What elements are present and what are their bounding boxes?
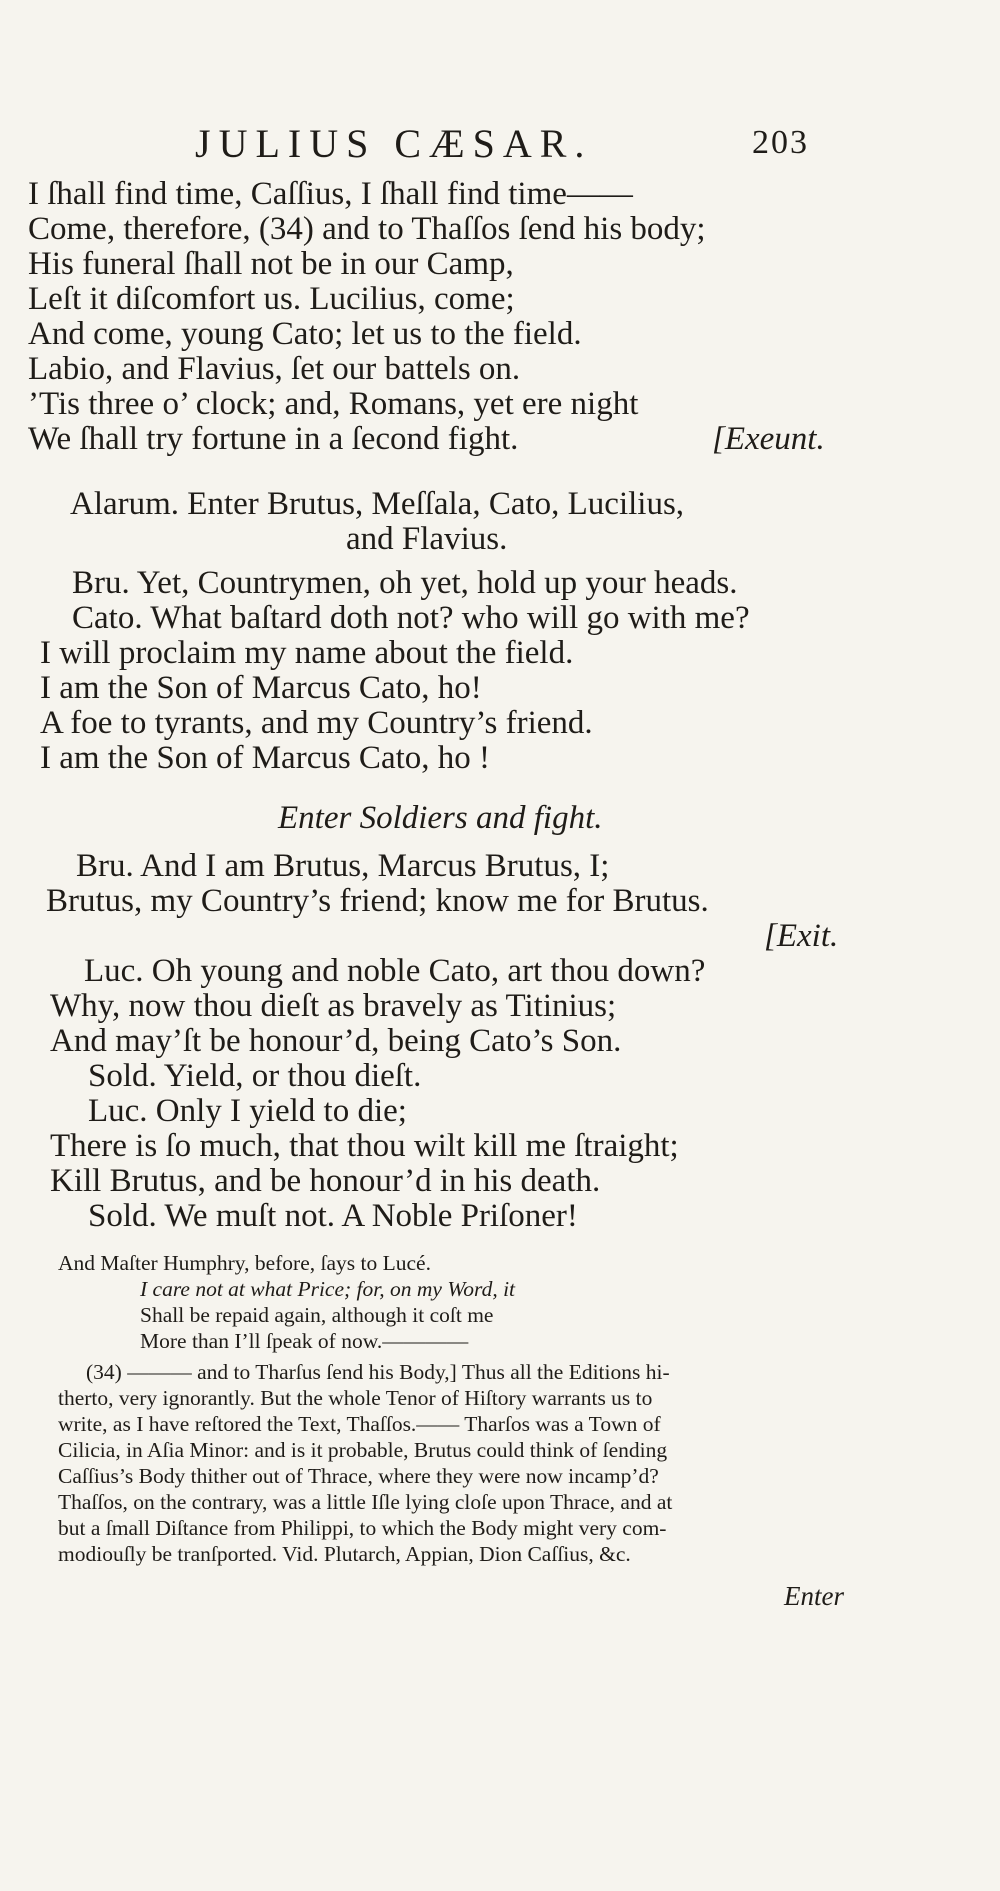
stage-direction-exeunt: [Exeunt. <box>712 421 825 457</box>
verse-line: ’Tis three o’ clock; and, Romans, yet ere night <box>28 386 639 422</box>
verse-line: Why, now thou dieſt as bravely as Titinius; <box>50 988 617 1024</box>
verse-line: Bru. And I am Brutus, Marcus Brutus, I; <box>76 848 610 884</box>
verse-line: I ſhall find time, Caſſius, I ſhall find time—— <box>28 176 633 212</box>
verse-line: Sold. Yield, or thou dieſt. <box>88 1058 422 1094</box>
verse-line: Come, therefore, (34) and to Thaſſos ſend his body; <box>28 211 706 247</box>
footnote-line: And Maſter Humphry, before, ſays to Lucé. <box>58 1251 431 1275</box>
footnote-line: modiouſly be tranſported. Vid. Plutarch, Appian, Dion Caſſius, &c. <box>58 1542 631 1566</box>
running-title: JULIUS CÆSAR. <box>195 121 593 166</box>
footnote-line: write, as I have reſtored the Text, Thaſſos.—— Tharſos was a Town of <box>58 1412 661 1436</box>
footnote-line: Caſſius’s Body thither out of Thrace, where they were now incamp’d? <box>58 1464 659 1488</box>
verse-line: Leſt it diſcomfort us. Lucilius, come; <box>28 281 515 317</box>
footnote-line: Shall be repaid again, although it coſt me <box>140 1303 494 1327</box>
footnote-line: Cilicia, in Aſia Minor: and is it probable, Brutus could think of ſending <box>58 1438 668 1462</box>
verse-line: And may’ſt be honour’d, being Cato’s Son. <box>50 1023 622 1059</box>
stage-direction-exit: [Exit. <box>764 918 839 954</box>
verse-line: There is ſo much, that thou wilt kill me ſtraight; <box>50 1128 679 1164</box>
verse-line: And come, young Cato; let us to the field. <box>28 316 582 352</box>
verse-line: His funeral ſhall not be in our Camp, <box>28 246 514 282</box>
verse-line: I will proclaim my name about the field. <box>40 635 574 671</box>
stage-direction-soldiers: Enter Soldiers and fight. <box>278 800 603 836</box>
footnote-line: therto, very ignorantly. But the whole Tenor of Hiſtory warrants us to <box>58 1386 653 1410</box>
footnote-line: (34) ——— and to Tharſus ſend his Body,] Thus all the Editions hi- <box>86 1360 670 1384</box>
verse-line: Cato. What baſtard doth not? who will go with me? <box>72 600 750 636</box>
verse-line: I am the Son of Marcus Cato, ho! <box>40 670 482 706</box>
footnote-line: More than I’ll ſpeak of now.———— <box>140 1329 469 1353</box>
verse-line: Luc. Only I yield to die; <box>88 1093 407 1129</box>
stage-direction-alarum: Alarum. Enter Brutus, Meſſala, Cato, Lucilius, <box>70 486 685 522</box>
verse-line: Sold. We muſt not. A Noble Priſoner! <box>88 1198 578 1234</box>
verse-line: We ſhall try fortune in a ſecond fight. <box>28 421 519 457</box>
verse-line: Brutus, my Country’s friend; know me for Brutus. <box>46 883 709 919</box>
verse-line: Labio, and Flavius, ſet our battels on. <box>28 351 521 387</box>
footnote-line: I care not at what Price; for, on my Word, it <box>140 1277 516 1301</box>
verse-line: I am the Son of Marcus Cato, ho ! <box>40 740 490 776</box>
stage-direction-alarum-cont: and Flavius. <box>346 521 508 557</box>
footnote-line: but a ſmall Diſtance from Philippi, to which the Body might very com- <box>58 1516 667 1540</box>
footnote-line: Thaſſos, on the contrary, was a little Iſle lying cloſe upon Thrace, and at <box>58 1490 673 1514</box>
catchword: Enter <box>784 1581 844 1611</box>
verse-line: Bru. Yet, Countrymen, oh yet, hold up your heads. <box>72 565 738 601</box>
page-number: 203 <box>752 124 809 161</box>
verse-line: Kill Brutus, and be honour’d in his death. <box>50 1163 601 1199</box>
verse-line: A foe to tyrants, and my Country’s friend. <box>40 705 593 741</box>
verse-line: Luc. Oh young and noble Cato, art thou down? <box>84 953 706 989</box>
